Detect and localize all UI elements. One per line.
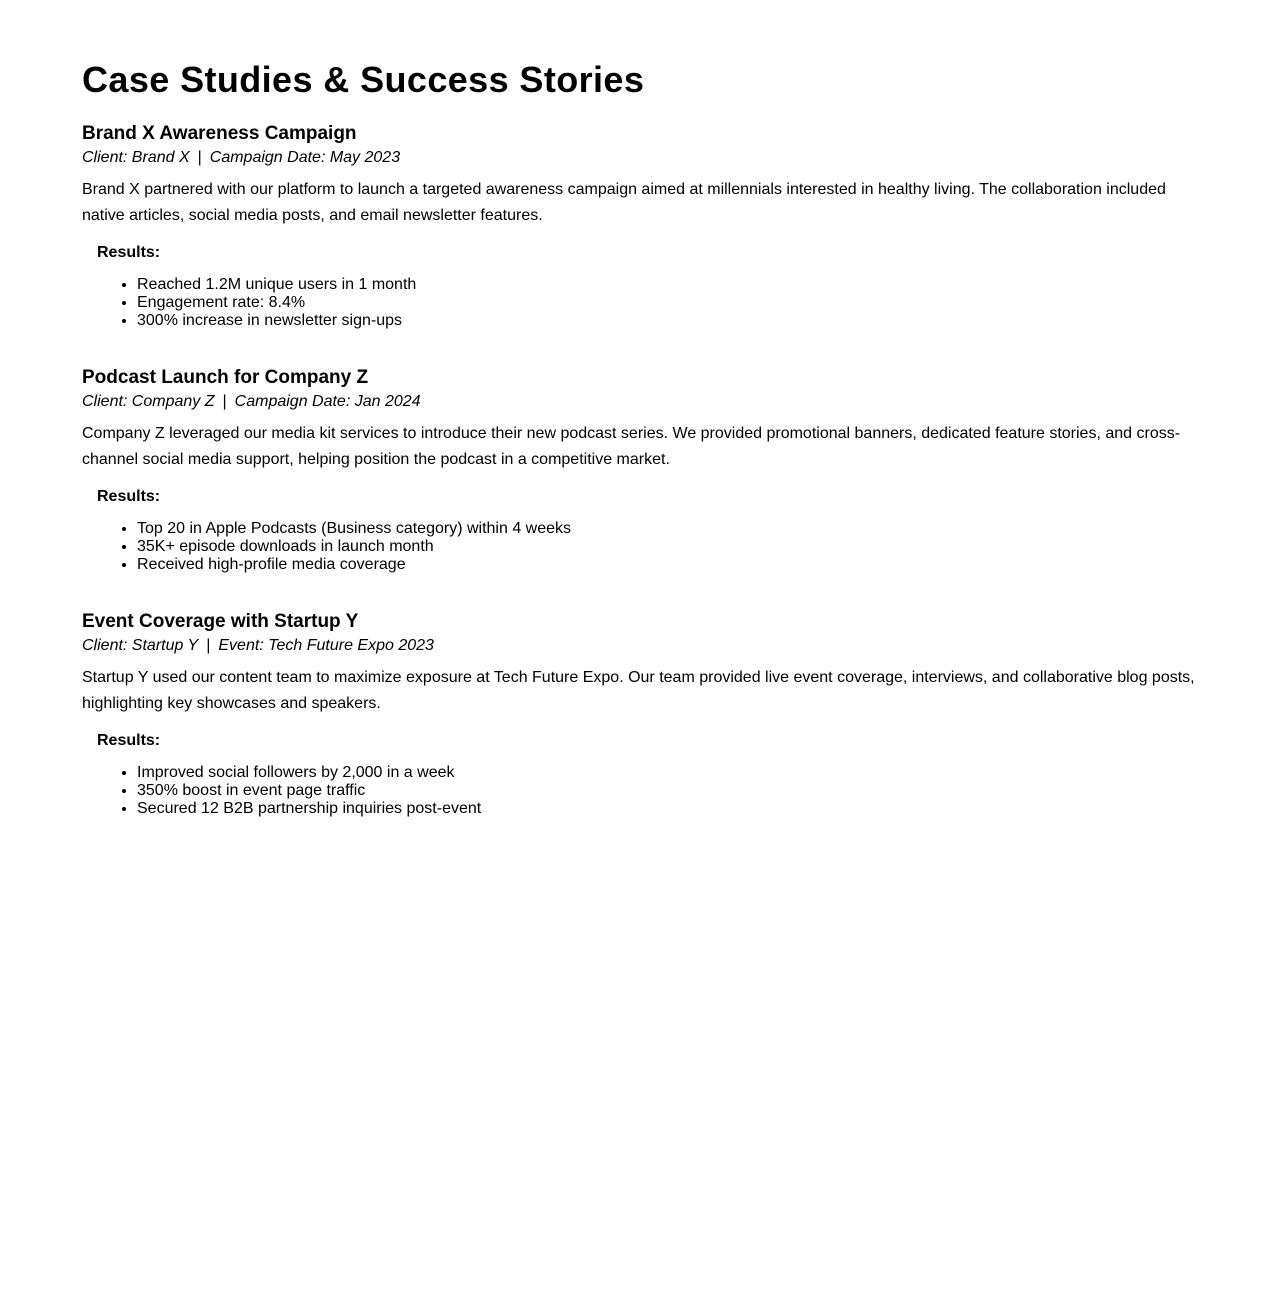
results-label: Results: [97,244,161,261]
meta-separator: | [206,637,211,654]
case-title: Event Coverage with Startup Y [82,611,359,632]
results-list [82,764,1196,818]
case-description: Company Z leveraged our media kit services to introduce their new podcast series. We provided promotional banners, dedicated feature stories, and cross-channel social media support, helping position the podcast in a competitive market. [82,425,1181,468]
case-title: Podcast Launch for Company Z [82,367,369,388]
case-study-startup-y [82,610,1196,818]
case-client: Client: Startup Y [82,637,199,654]
results-list [82,520,1196,574]
results-label: Results: [97,732,161,749]
meta-separator: | [197,149,202,166]
case-date: Campaign Date: May 2023 [209,149,401,166]
case-study-company-z [82,366,1196,574]
case-date: Campaign Date: Jan 2024 [234,393,421,410]
case-client: Client: Brand X [82,149,190,166]
case-description: Brand X partnered with our platform to launch a targeted awareness campaign aimed at millennials interested in healthy living. The collaboration included native articles, social media posts, and email newsletter features. [82,181,1166,224]
result-item: • 300% increase in newsletter sign-ups [137,312,1196,330]
results-list [82,276,1196,330]
case-description: Startup Y used our content team to maximize exposure at Tech Future Expo. Our team provided live event coverage, interviews, and collaborative blog posts, highlighting key showcases and speakers. [82,669,1195,712]
case-client: Client: Company Z [82,393,215,410]
case-study-brand-x [82,122,1196,330]
meta-separator: | [222,393,227,410]
case-meta [82,392,1196,412]
result-item: • Improved social followers by 2,000 in a week [137,764,1196,782]
results-label: Results: [97,488,161,505]
result-item: • 35K+ episode downloads in launch month [137,538,1196,556]
result-item: • Engagement rate: 8.4% [137,294,1196,312]
result-item: • 350% boost in event page traffic [137,782,1196,800]
case-meta [82,148,1196,168]
case-title: Brand X Awareness Campaign [82,123,357,144]
case-event: Event: Tech Future Expo 2023 [218,637,434,654]
result-item: • Reached 1.2M unique users in 1 month [137,276,1196,294]
result-item: • Top 20 in Apple Podcasts (Business category) within 4 weeks [137,520,1196,538]
result-item: • Received high-profile media coverage [137,556,1196,574]
case-meta [82,636,1196,656]
result-item: • Secured 12 B2B partnership inquiries post-event [137,800,1196,818]
page-title: Case Studies & Success Stories [82,59,645,100]
